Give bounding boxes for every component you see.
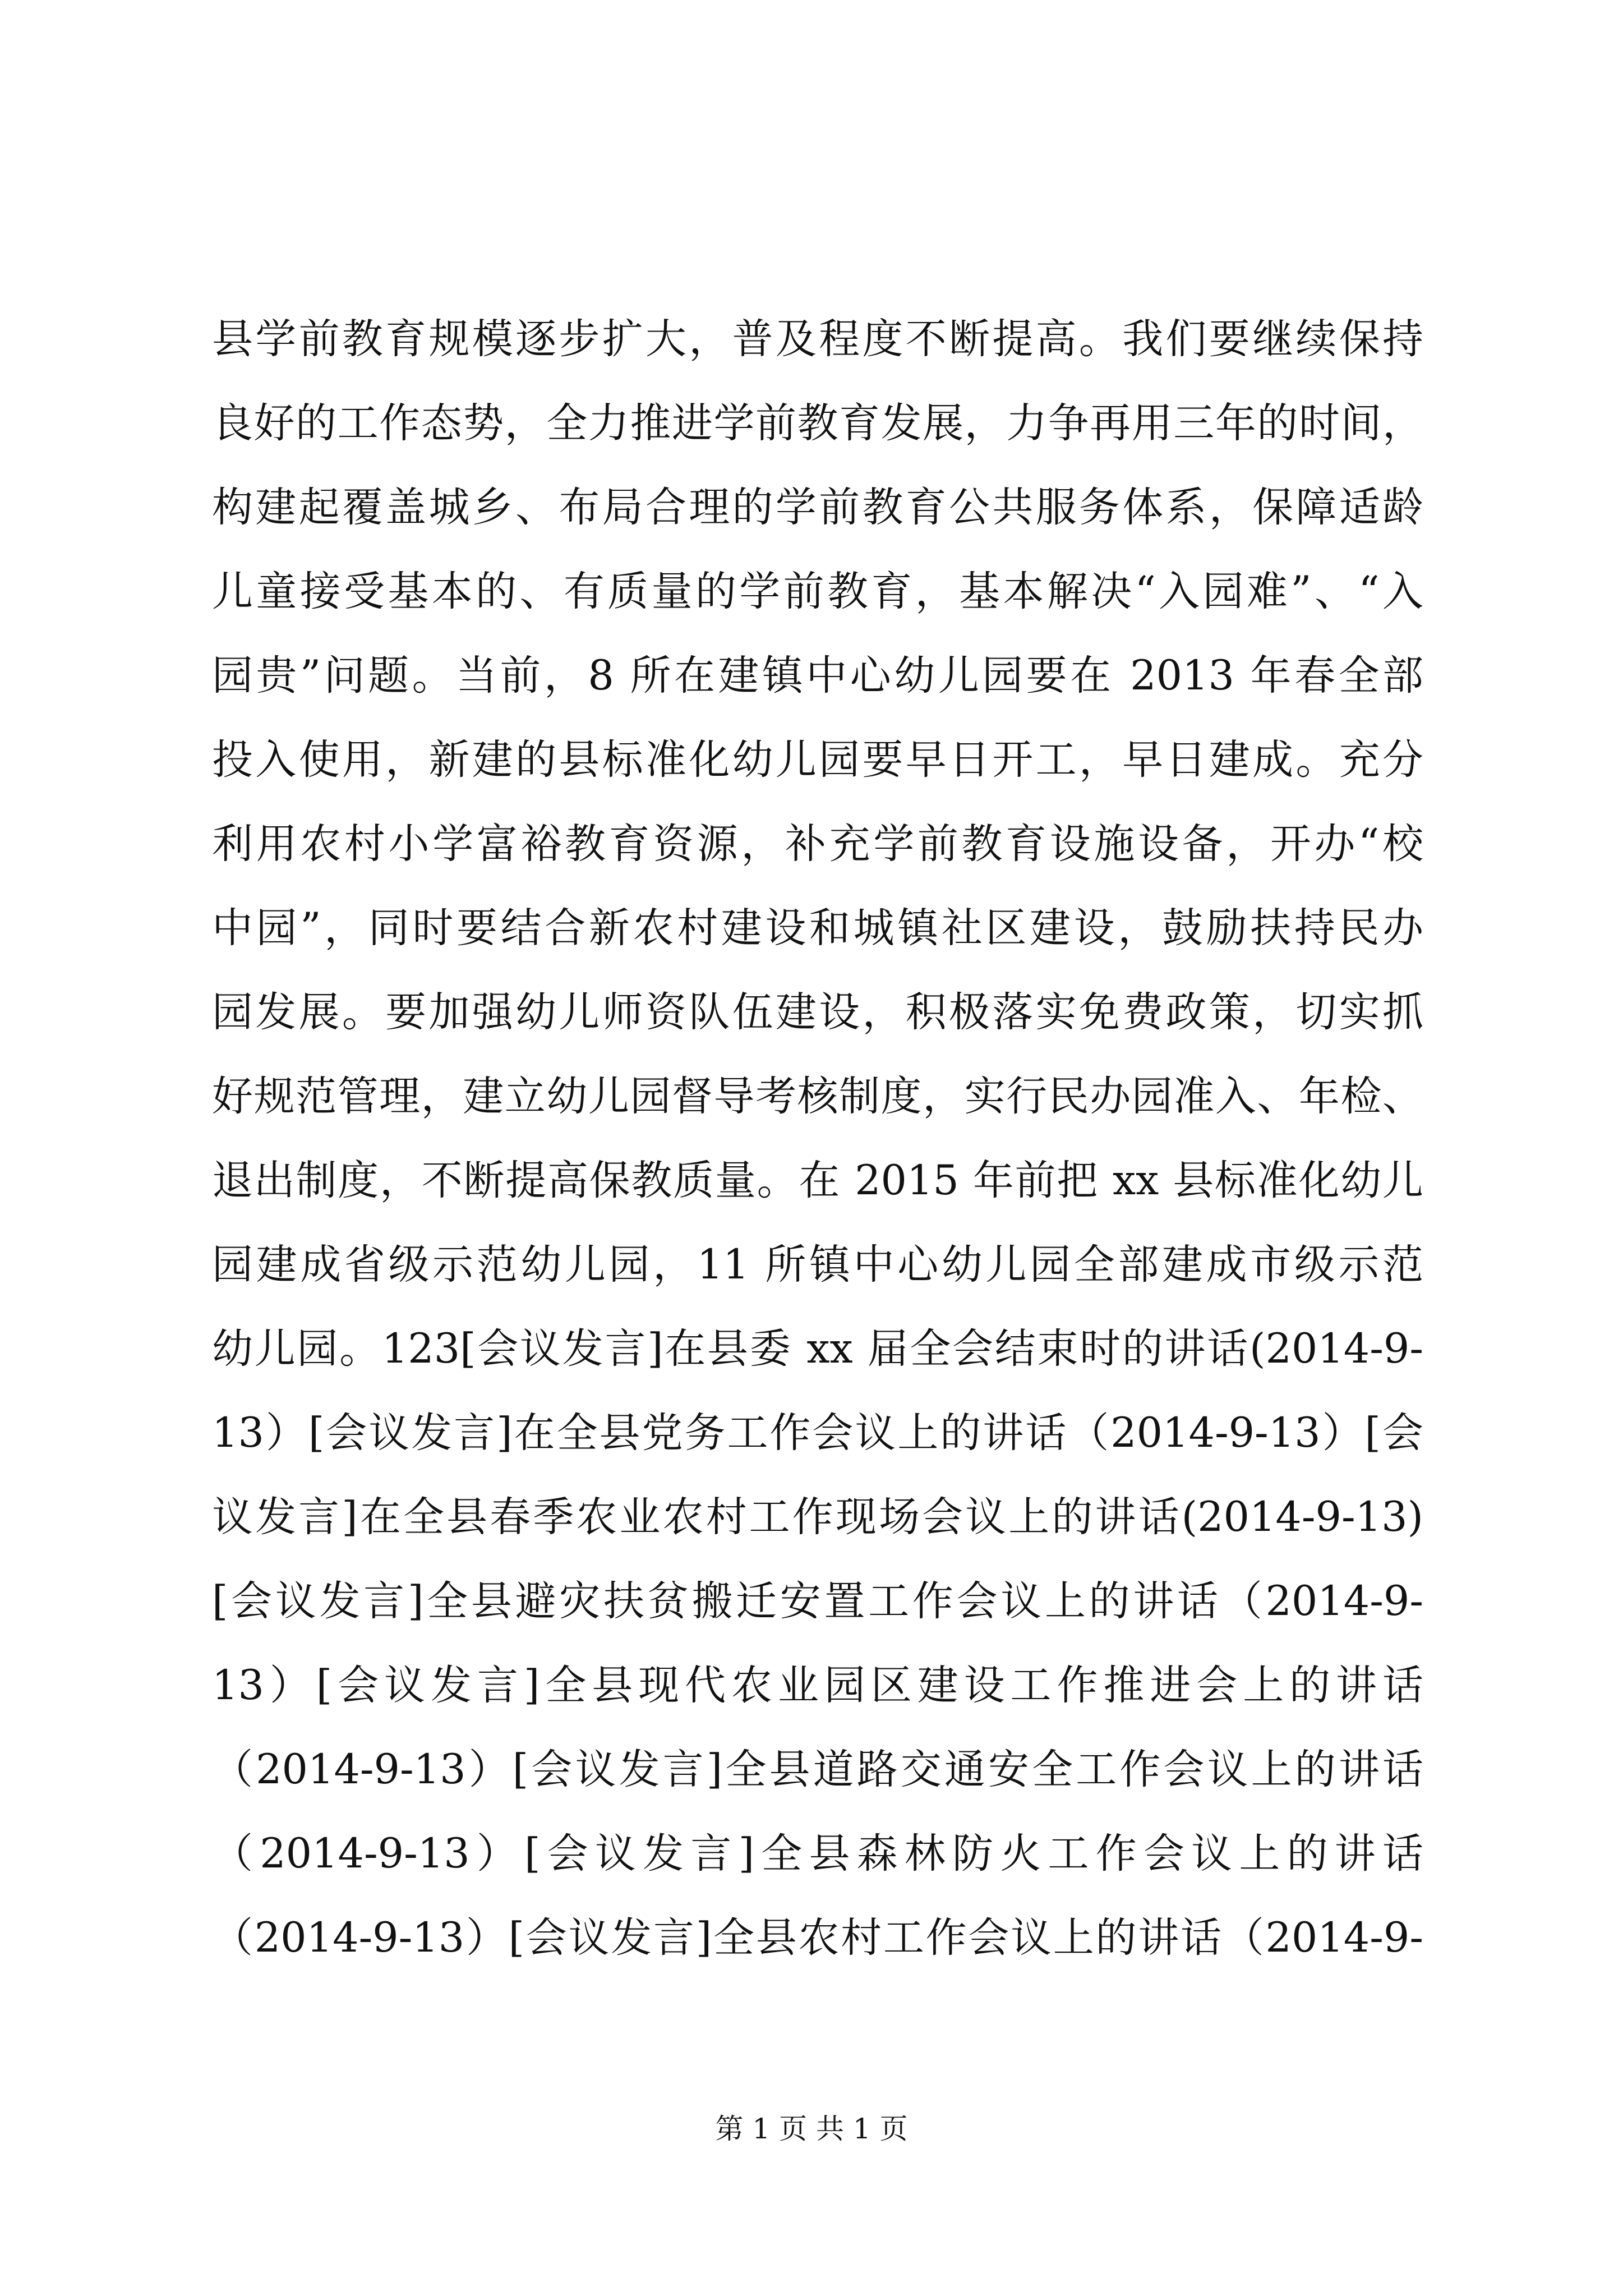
text-line: 构建起覆盖城乡、布局合理的学前教育公共服务体系，保障适龄 [212, 484, 1423, 531]
text-line: 好规范管理，建立幼儿园督导考核制度，实行民办园准入、年检、 [212, 1073, 1423, 1120]
text-line: 议发言]在全县春季农业农村工作现场会议上的讲话(2014-9-13) [212, 1493, 1423, 1541]
text-line: （2014-9-13）[会议发言]全县森林防火工作会议上的讲话 [212, 1830, 1423, 1878]
page-footer: 第 1 页 共 1 页 [715, 2113, 908, 2145]
text-line: 利用农村小学富裕教育资源，补充学前教育设施设备，开办“校 [212, 820, 1423, 868]
text-line: 园发展。要加强幼儿师资队伍建设，积极落实免费政策，切实抓 [212, 988, 1423, 1036]
text-line: 儿童接受基本的、有质量的学前教育，基本解决“入园难”、“入 [212, 568, 1423, 615]
text-line: 园建成省级示范幼儿园，11 所镇中心幼儿园全部建成市级示范 [212, 1241, 1423, 1289]
text-line: （2014-9-13）[会议发言]全县农村工作会议上的讲话（2014-9- [212, 1914, 1423, 1962]
text-line: （2014-9-13）[会议发言]全县道路交通安全工作会议上的讲话 [212, 1746, 1423, 1793]
text-line: 园贵”问题。当前，8 所在建镇中心幼儿园要在 2013 年春全部 [212, 652, 1423, 700]
text-line: 13）[会议发言]在全县党务工作会议上的讲话（2014-9-13）[会 [212, 1409, 1423, 1457]
text-line: 13）[会议发言]全县现代农业园区建设工作推进会上的讲话 [212, 1662, 1423, 1709]
text-line: 投入使用，新建的县标准化幼儿园要早日开工，早日建成。充分 [212, 736, 1423, 784]
text-line: 退出制度，不断提高保教质量。在 2015 年前把 xx 县标准化幼儿 [212, 1157, 1423, 1204]
text-line: 县学前教育规模逐步扩大，普及程度不断提高。我们要继续保持 [212, 315, 1423, 363]
text-line: 良好的工作态势，全力推进学前教育发展，力争再用三年的时间， [212, 399, 1423, 447]
text-line: 中园”，同时要结合新农村建设和城镇社区建设，鼓励扶持民办 [212, 904, 1423, 952]
text-line: [会议发言]全县避灾扶贫搬迁安置工作会议上的讲话（2014-9- [212, 1577, 1423, 1625]
text-line: 幼儿园。123[会议发言]在县委 xx 届全会结束时的讲话(2014-9- [212, 1325, 1423, 1373]
body-paragraph [212, 297, 1423, 1980]
